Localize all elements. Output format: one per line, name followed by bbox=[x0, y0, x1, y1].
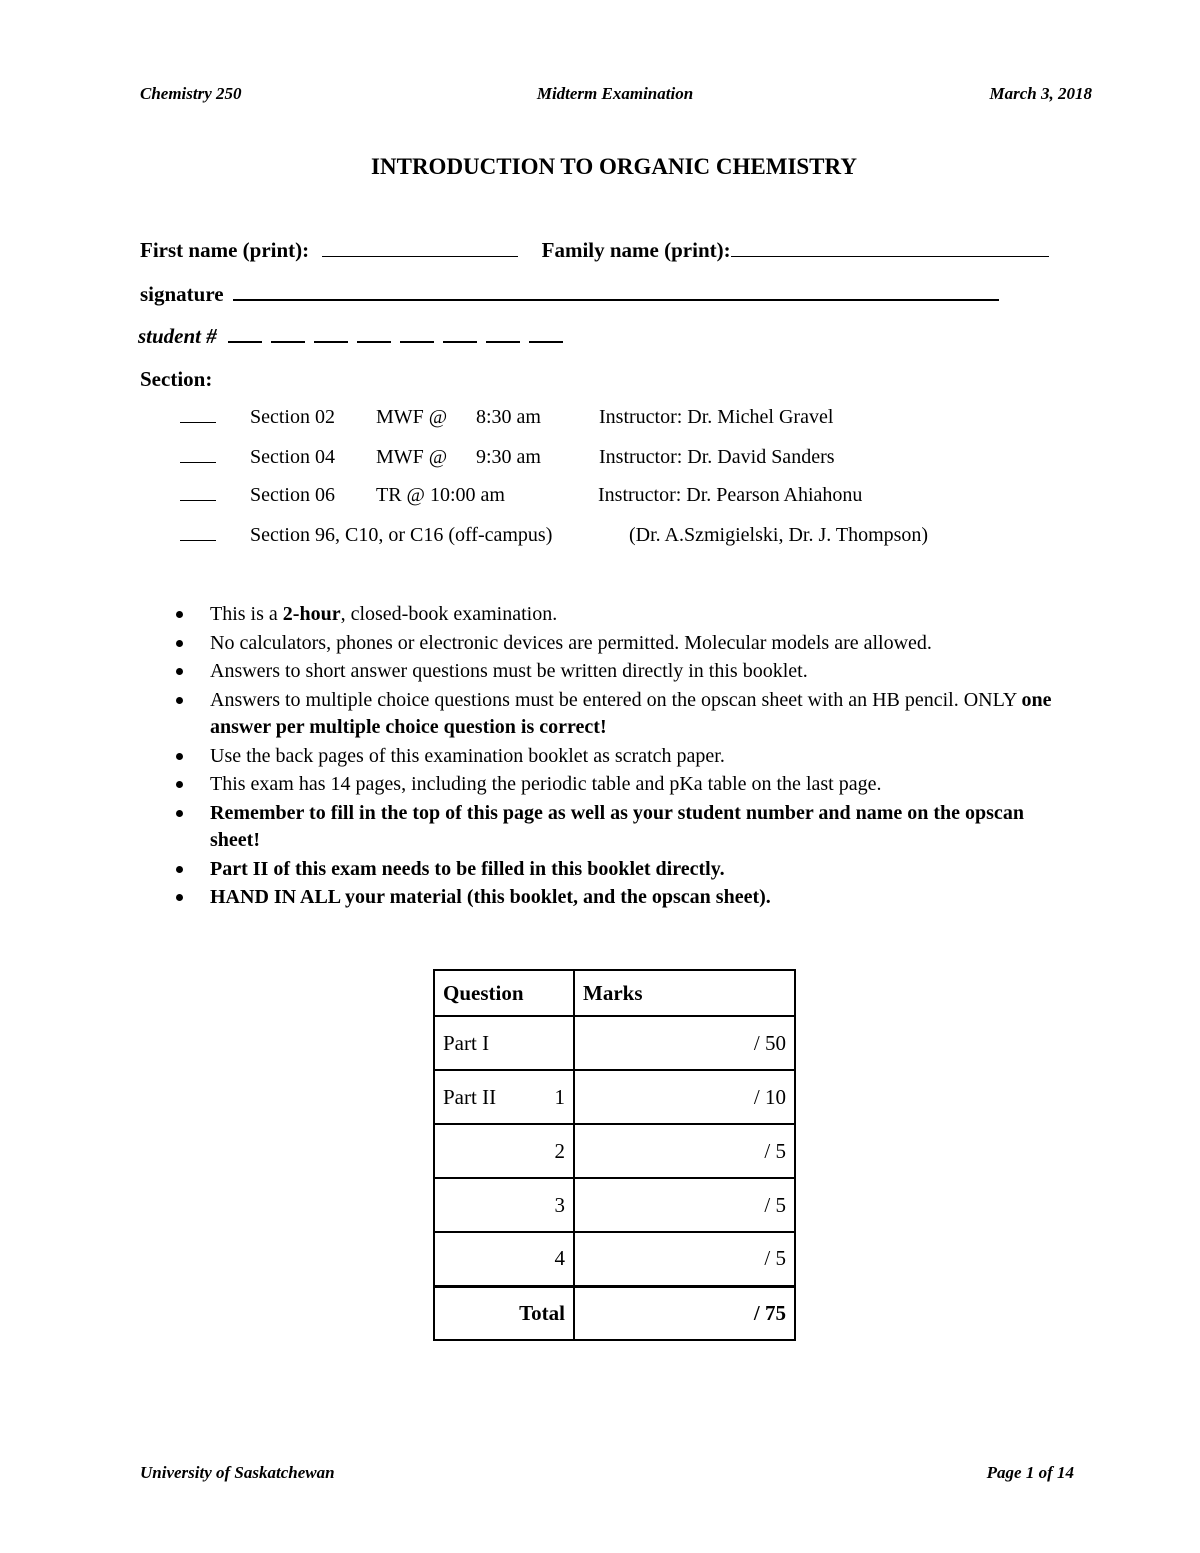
section-checkbox[interactable] bbox=[180, 482, 216, 501]
marks-cell: / 5 bbox=[574, 1124, 795, 1178]
marks-cell: / 10 bbox=[574, 1070, 795, 1124]
section-instructor: (Dr. A.Szmigielski, Dr. J. Thompson) bbox=[629, 524, 929, 546]
table-row bbox=[434, 1178, 795, 1232]
instruction-bold: one answer per multiple choice question is correct! bbox=[210, 688, 1052, 738]
instruction-text: Answers to short answer questions must be written directly in this booklet. bbox=[210, 660, 808, 682]
question-cell bbox=[434, 1016, 574, 1070]
bullet-icon bbox=[176, 611, 183, 618]
total-label: Total bbox=[434, 1286, 574, 1340]
marks-cell: / 5 bbox=[574, 1178, 795, 1232]
marks-cell: / 50 bbox=[574, 1016, 795, 1070]
section-checkbox[interactable] bbox=[180, 522, 216, 541]
table-row bbox=[434, 1124, 795, 1178]
question-number: 2 bbox=[554, 1138, 565, 1163]
table-row bbox=[434, 1070, 795, 1124]
section-name: Section 04 bbox=[250, 446, 335, 468]
total-row bbox=[434, 1286, 795, 1340]
header-course: Chemistry 250 bbox=[140, 84, 242, 103]
section-row-06 bbox=[180, 484, 1080, 510]
page-title: INTRODUCTION TO ORGANIC CHEMISTRY bbox=[371, 154, 857, 179]
digit-blank bbox=[529, 323, 563, 343]
instruction-item bbox=[176, 657, 1076, 686]
instruction-text: Use the back pages of this examination booklet as scratch paper. bbox=[210, 744, 725, 767]
section-row-02 bbox=[180, 406, 1080, 432]
header-marks: Marks bbox=[574, 970, 795, 1016]
header-exam: Midterm Examination bbox=[536, 84, 694, 103]
question-number: 4 bbox=[554, 1246, 565, 1271]
bullet-icon bbox=[176, 697, 183, 704]
question-number: 3 bbox=[554, 1192, 565, 1217]
table-header-row bbox=[434, 970, 795, 1016]
instruction-item bbox=[176, 883, 1076, 912]
footer-page-number: Page 1 of 14 bbox=[986, 1463, 1074, 1482]
instruction-text: Answers to multiple choice questions must be entered on the opscan sheet with an HB pencil. ONLY bbox=[210, 688, 1022, 711]
section-instructor: Instructor: Dr. Michel Gravel bbox=[599, 406, 834, 428]
student-number-field[interactable] bbox=[228, 324, 572, 348]
instruction-bold: 2-hour bbox=[282, 603, 341, 625]
instruction-item bbox=[176, 799, 1076, 855]
section-name: Section 96, C10, or C16 (off-campus) bbox=[250, 524, 553, 546]
header-date: March 3, 2018 bbox=[989, 84, 1092, 103]
table-row bbox=[434, 1016, 795, 1070]
instructions-list bbox=[176, 600, 1076, 912]
name-line bbox=[140, 238, 1049, 263]
question-cell bbox=[434, 1124, 574, 1178]
marks-cell: / 5 bbox=[574, 1232, 795, 1286]
part-label: Part II bbox=[443, 1084, 497, 1109]
digit-blank bbox=[228, 323, 262, 343]
signature-field[interactable] bbox=[233, 281, 999, 301]
digit-blank bbox=[486, 323, 520, 343]
instruction-item bbox=[176, 629, 1076, 658]
instruction-text: This exam has 14 pages, including the periodic table and pKa table on the last page. bbox=[210, 773, 882, 795]
section-time: 9:30 am bbox=[476, 446, 541, 468]
bullet-icon bbox=[176, 866, 183, 873]
bullet-icon bbox=[176, 781, 183, 788]
section-label: Section: bbox=[140, 367, 213, 391]
question-cell bbox=[434, 1232, 574, 1286]
section-instructor: Instructor: Dr. Pearson Ahiahonu bbox=[598, 484, 863, 506]
footer-university: University of Saskatchewan bbox=[140, 1463, 335, 1482]
digit-blank bbox=[357, 323, 391, 343]
instruction-text: , closed-book examination. bbox=[340, 603, 558, 625]
digit-blank bbox=[314, 323, 348, 343]
section-days: MWF @ bbox=[376, 406, 448, 428]
instruction-text: Remember to fill in the top of this page as well as your student number and name on the opscan sheet! bbox=[210, 801, 1024, 851]
instruction-item bbox=[176, 742, 1076, 771]
section-time: 10:00 am bbox=[430, 484, 505, 506]
section-checkbox[interactable] bbox=[180, 444, 216, 463]
instruction-item bbox=[176, 600, 1076, 629]
student-number-line bbox=[138, 323, 572, 349]
table-row bbox=[434, 1232, 795, 1286]
signature-label: signature bbox=[140, 282, 224, 306]
section-days: MWF @ bbox=[376, 446, 448, 468]
section-name: Section 02 bbox=[250, 406, 335, 428]
bullet-icon bbox=[176, 640, 183, 647]
bullet-icon bbox=[176, 668, 183, 675]
instruction-text: HAND IN ALL your material (this booklet, and the opscan sheet). bbox=[210, 886, 771, 908]
question-number: 1 bbox=[554, 1084, 565, 1109]
digit-blank bbox=[400, 323, 434, 343]
question-cell bbox=[434, 1070, 574, 1124]
marks-table bbox=[433, 969, 796, 1341]
bullet-icon bbox=[176, 810, 183, 817]
instruction-text: No calculators, phones or electronic devices are permitted. Molecular models are allowed. bbox=[210, 631, 932, 654]
first-name-field[interactable] bbox=[322, 238, 518, 257]
section-row-96 bbox=[180, 524, 1080, 550]
section-checkbox[interactable] bbox=[180, 404, 216, 423]
instruction-text: This is a bbox=[210, 603, 283, 625]
instruction-item bbox=[176, 686, 1076, 742]
bullet-icon bbox=[176, 894, 183, 901]
instruction-item bbox=[176, 855, 1076, 884]
part-label: Part I bbox=[443, 1030, 490, 1055]
question-cell bbox=[434, 1178, 574, 1232]
total-marks: / 75 bbox=[574, 1286, 795, 1340]
digit-blank bbox=[271, 323, 305, 343]
section-instructor: Instructor: Dr. David Sanders bbox=[599, 446, 835, 468]
family-name-field[interactable] bbox=[731, 238, 1049, 257]
section-days: TR @ bbox=[376, 484, 425, 506]
family-name-label: Family name (print): bbox=[541, 238, 731, 262]
signature-line bbox=[140, 281, 999, 307]
header-question: Question bbox=[434, 970, 574, 1016]
section-name: Section 06 bbox=[250, 484, 335, 506]
instruction-item bbox=[176, 770, 1076, 799]
section-time: 8:30 am bbox=[476, 406, 541, 428]
bullet-icon bbox=[176, 753, 183, 760]
student-number-label: student # bbox=[138, 324, 217, 348]
section-row-04 bbox=[180, 446, 1080, 472]
instruction-text: Part II of this exam needs to be filled in this booklet directly. bbox=[210, 857, 725, 880]
first-name-label: First name (print): bbox=[140, 238, 310, 262]
digit-blank bbox=[443, 323, 477, 343]
